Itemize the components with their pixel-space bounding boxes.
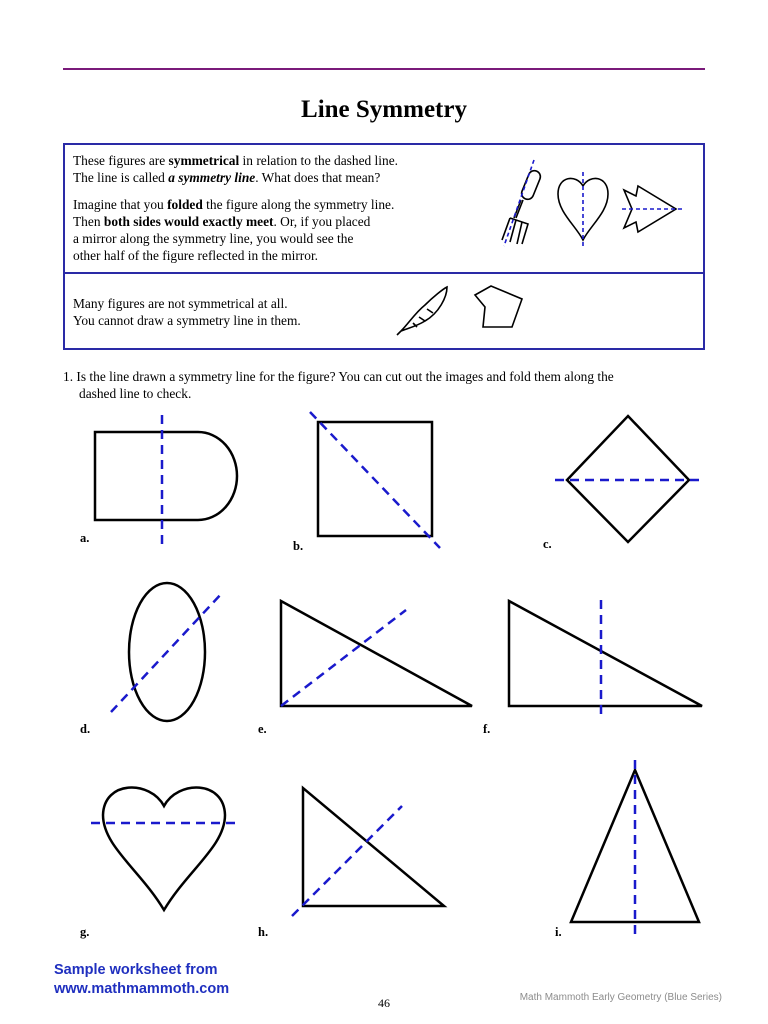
sample-worksheet-link[interactable] xyxy=(54,961,229,999)
question-1: 1. Is the line drawn a symmetry line for the figure? You can cut out the images and fold them along the dashed line to check. xyxy=(63,369,614,401)
figure-h-shape xyxy=(303,788,444,906)
figure-d-label: d. xyxy=(80,722,91,736)
intro-paragraph-1: These figures are symmetrical in relation to the dashed line. The line is called a symmetry line. What does that mean? xyxy=(73,153,398,185)
figure-c-label: c. xyxy=(543,537,552,551)
figure-b-dashed-line xyxy=(310,412,440,548)
intro-paragraph-3: Many figures are not symmetrical at all. You cannot draw a symmetry line in them. xyxy=(73,296,301,328)
figure-i-label: i. xyxy=(555,925,562,939)
figure-b-label: b. xyxy=(293,539,304,553)
figure-e-label: e. xyxy=(258,722,267,736)
intro-paragraph-2: Imagine that you folded the figure along the symmetry line. Then both sides would exactly meet. Or, if you placed a mirror along the symmetry line, you would see the other half of the figure reflected in the mirror. xyxy=(73,197,395,263)
figure-h-label: h. xyxy=(258,925,269,939)
figure-f-label: f. xyxy=(483,722,491,736)
page-title: Line Symmetry xyxy=(301,96,467,123)
figure-g-shape xyxy=(103,788,225,910)
figure-f-shape xyxy=(509,601,702,706)
sample-line-1: Sample worksheet from xyxy=(54,962,218,978)
figure-g-label: g. xyxy=(80,925,90,939)
figure-e-shape xyxy=(281,601,472,706)
figure-h-dashed-line xyxy=(292,806,402,916)
figure-a-shape xyxy=(95,432,237,520)
series-credit: Math Mammoth Early Geometry (Blue Series) xyxy=(519,992,722,1003)
figure-a-label: a. xyxy=(80,531,90,545)
sample-url[interactable]: www.mathmammoth.com xyxy=(54,981,230,997)
page-number: 46 xyxy=(378,996,390,1010)
